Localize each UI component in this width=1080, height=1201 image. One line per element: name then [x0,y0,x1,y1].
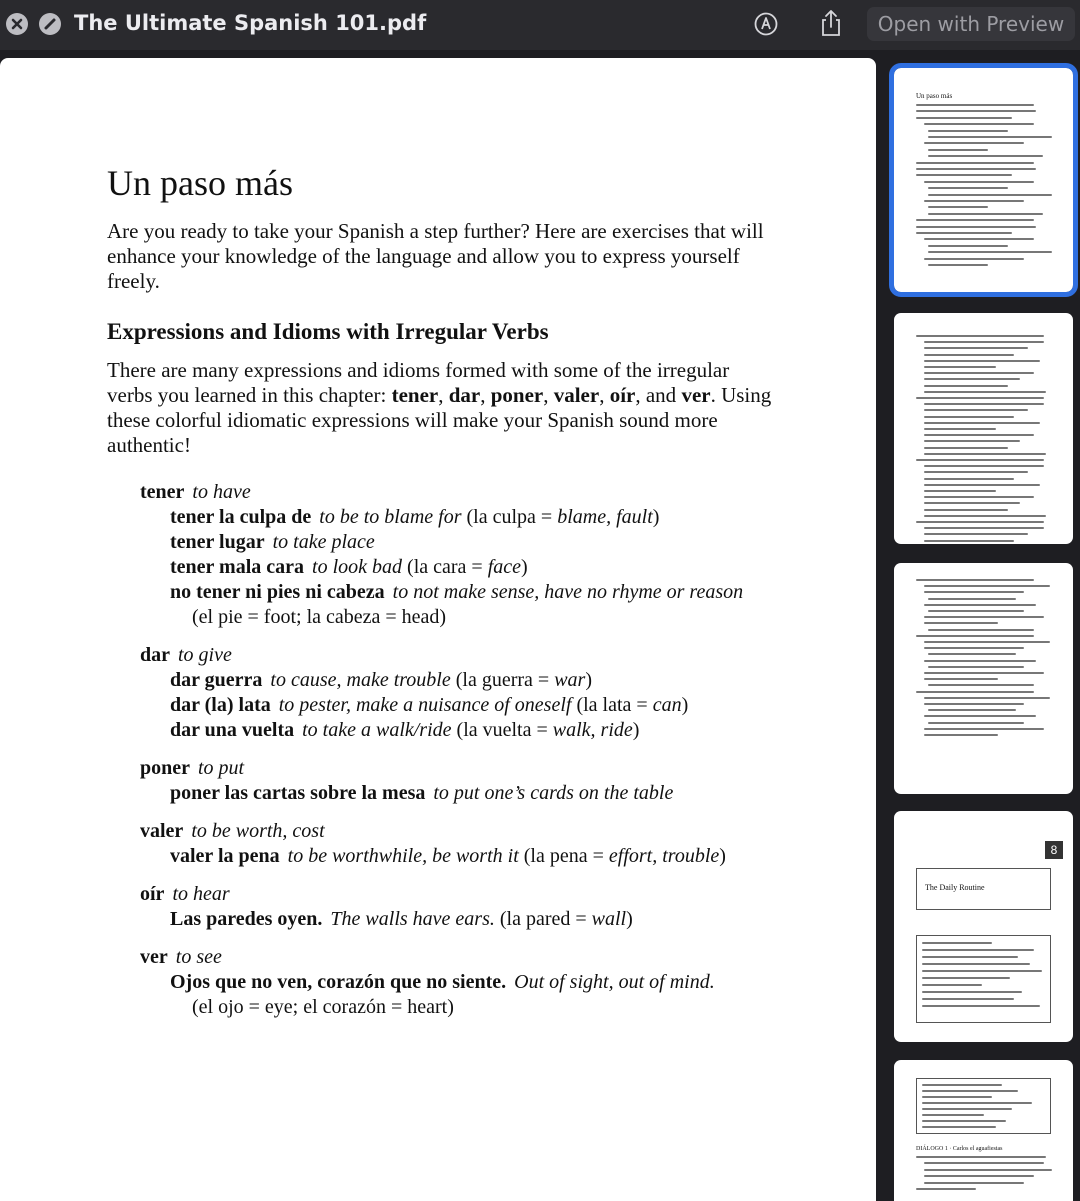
thumbnail-text-line [924,372,1034,374]
idiom-note: (la pared = [499,908,592,930]
thumbnail-text-line [924,509,1008,511]
thumbnail-text-line [924,360,1040,362]
thumbnail-text-line [924,238,1034,240]
idiom-note-end: ) [626,908,633,930]
idiom-spanish: tener mala cara [170,556,305,578]
thumbnail-text-line [928,666,1024,668]
idiom-note: (la culpa = [466,506,558,528]
thumbnail-text-line [928,709,1016,711]
thumbnail-text-line [924,422,1040,424]
verb-word: ver [140,946,168,968]
idiom-note: (la vuelta = [456,719,553,741]
thumbnail-text-line [916,232,1012,234]
thumbnail-text-line [924,416,1014,418]
thumbnail-text-line [928,187,1008,189]
thumbnail-text-line [928,629,1034,631]
thumbnail-text-line [922,1084,1002,1086]
thumbnail-text-line [924,200,1024,202]
idiom-entry [140,580,860,605]
idiom-entry [140,781,860,806]
idiom-note-meaning: blame, fault [557,506,653,528]
thumbnail-text-line [916,335,1044,337]
thumbnail-text-line [916,168,1036,170]
thumbnail-text-line [924,540,1014,542]
intro-paragraph: Are you ready to take your Spanish a step further? Here are exercises that will enhance your knowledge of the language and allow you to express yourself freely. [107,219,764,293]
thumbnail-text-line [916,110,1036,112]
thumbnail-text-line [916,397,1044,399]
dialogue-caption: DIÁLOGO 1 · Carlos el aguafiestas [916,1146,1003,1152]
page-thumbnail-2[interactable] [894,313,1073,544]
thumbnail-text-line [924,440,1020,442]
idiom-entry [140,693,860,718]
document-page[interactable] [0,58,876,1201]
close-icon[interactable] [6,13,28,35]
idiom-note-meaning: walk, ride [552,719,633,741]
thumbnail-text-line [922,1120,1006,1122]
thumbnail-text-line [922,1102,1032,1104]
thumbnail-text-line [924,604,1036,606]
verb-heading [140,945,860,970]
thumbnail-text-line [924,434,1034,436]
verb-group-oír [140,882,860,932]
verb-group-poner [140,756,860,806]
verb-heading [140,480,860,505]
thumbnail-text-line [924,484,1040,486]
section-title: Expressions and Idioms with Irregular Verbs [107,319,549,344]
idiom-spanish: Las paredes oyen. [170,908,323,930]
page-thumbnail-3[interactable] [894,563,1073,794]
thumbnail-text-line [916,1188,976,1190]
thumbnail-text-line [924,591,1024,593]
thumbnail-text-line [924,123,1034,125]
idiom-note-end: ) [681,694,689,716]
idiom-spanish: dar una vuelta [170,719,295,741]
thumbnail-text-line [922,1114,984,1116]
thumbnail-text-line [924,502,1020,504]
thumbnail-text-line [928,245,1008,247]
idiom-note-meaning: can [652,694,682,716]
page-heading: Un paso más [107,163,293,203]
thumbnail-text-line [924,478,1014,480]
thumbnail-text-line [928,251,1052,253]
thumbnail-text-line [916,579,1034,581]
idiom-spanish: valer la pena [170,845,280,867]
thumbnail-text-line [916,162,1034,164]
page-thumbnail-5[interactable] [894,1060,1073,1201]
verb-word: valer [140,820,184,842]
document-title: The Ultimate Spanish 101.pdf [74,11,427,35]
share-icon[interactable] [819,9,843,37]
idiom-english: to cause, make trouble [270,669,451,691]
thumbnail-text-line [928,206,988,208]
thumbnail-text-line [922,1090,1018,1092]
thumbnail-text-line [924,527,1044,529]
thumbnail-text-line [916,104,1034,106]
verb-word: dar [140,644,170,666]
markup-icon[interactable] [754,12,778,36]
verb-group-tener [140,480,860,630]
thumbnail-text-line [924,715,1036,717]
idiom-note: (la cara = [407,556,488,578]
section-paragraph: There are many expressions and idioms formed with some of the irregular verbs you learned in this chapter: tener, dar, poner, valer, oír, and ver. Using these colorful idiomatic expressions will make your Spanish sound more authentic! [107,358,772,457]
idiom-note-end: ) [521,556,528,578]
thumbnail-text-line [928,610,1024,612]
thumbnail-text-line [924,447,1008,449]
verb-heading [140,882,860,907]
idiom-note-end: ) [632,719,640,741]
verb-heading [140,756,860,781]
thumbnail-text-line [924,258,1024,260]
thumbnail-text-line [922,956,1018,958]
minimize-icon[interactable] [39,13,61,35]
thumbnail-text-line [924,181,1034,183]
verb-meaning: to give [178,644,232,666]
thumbnail-text-line [924,341,1044,343]
thumbnail-text-line [924,496,1034,498]
idiom-entry [140,555,860,580]
thumbnail-text-line [916,174,1012,176]
idiom-english: to take a walk/ride [302,719,452,741]
thumbnail-text-line [916,226,1036,228]
thumbnail-text-line [922,1005,1040,1007]
thumbnail-text-line [922,949,1034,951]
thumbnail-text-line [924,734,998,736]
thumbnail-text-line [924,366,996,368]
thumbnail-text-line [924,354,1014,356]
thumbnail-text-line [924,403,1044,405]
thumbnail-sidebar [884,58,1080,1201]
idiom-entry [140,844,860,869]
open-with-preview-button[interactable]: Open with Preview [867,7,1075,41]
idiom-spanish: Ojos que no ven, corazón que no siente. [170,971,507,993]
verb-heading [140,643,860,668]
thumbnail-text-line [924,622,998,624]
idiom-note-end: ) [719,845,726,867]
thumbnail-text-line [916,459,1044,461]
idiom-entry [140,530,860,555]
idiom-note-continued: (el ojo = eye; el corazón = heart) [192,996,454,1018]
idiom-english: to put one’s cards on the table [433,782,674,804]
thumbnail-text-line [924,647,1024,649]
idiom-note-end: ) [652,506,660,528]
idiom-spanish: dar guerra [170,669,263,691]
page-thumbnail-1[interactable] [894,68,1073,292]
thumbnail-text-line [928,136,1052,138]
idiom-english: The walls have ears. [330,908,495,930]
thumbnail-text-line [928,722,1024,724]
thumbnail-text-line [916,635,1034,637]
idiom-english: to be to blame for [319,506,462,528]
thumbnail-text-line [924,616,1044,618]
thumbnail-text-line [928,598,1016,600]
verb-meaning: to hear [172,883,230,905]
thumbnail-text-line [924,1169,1052,1171]
idiom-note: (la pena = [523,845,609,867]
verb-meaning: to put [198,757,245,779]
idiom-spanish: tener la culpa de [170,506,312,528]
idiom-spanish: poner las cartas sobre la mesa [170,782,426,804]
thumbnail-text-line [924,533,1028,535]
chapter-title: The Daily Routine [925,883,985,892]
thumbnail-text-line [924,490,996,492]
thumbnail-text-line [924,697,1050,699]
thumbnail-text-line [924,471,1028,473]
verb-word: tener [140,481,185,503]
thumbnail-text-line [916,117,1012,119]
thumbnail-text-line [916,521,1044,523]
thumbnail-text-line [922,1126,996,1128]
thumbnail-text-line [922,963,1030,965]
idiom-spanish: no tener ni pies ni cabeza [170,581,385,603]
idiom-note-continued: (el pie = foot; la cabeza = head) [192,606,447,628]
idiom-english: Out of sight, out of mind. [514,971,715,993]
verb-meaning: to have [192,481,251,503]
idiom-english: to take place [272,531,375,553]
thumbnail-text-line [928,149,988,151]
thumbnail-text-line [924,703,1024,705]
verb-group-ver [140,945,860,1020]
thumbnail-text-line [922,998,1014,1000]
window-titlebar [0,0,1080,50]
thumbnail-text-line [924,391,1046,393]
thumbnail-text-line [916,691,1034,693]
thumbnail-text-line [924,1182,1024,1184]
thumbnail-text-line [928,684,1034,686]
idiom-note-meaning: face [487,556,522,578]
thumbnail-text-line [924,409,1028,411]
idiom-entry [140,718,860,743]
verb-heading [140,819,860,844]
idiom-english: to pester, make a nuisance of oneself [278,694,572,716]
verb-list [140,480,860,1033]
thumbnail-text-line [924,378,1020,380]
thumbnail-text-line [928,194,1052,196]
thumbnail-text-line [924,428,996,430]
thumbnail-text-line [916,219,1034,221]
page-thumbnail-4[interactable] [894,811,1073,1042]
verb-meaning: to be worth, cost [191,820,325,842]
idiom-english: to not make sense, have no rhyme or reason [392,581,744,603]
thumbnail-text-line [922,970,1042,972]
idiom-entry [140,970,860,995]
idiom-entry [140,505,860,530]
thumbnail-text-line [928,130,1008,132]
thumbnail-text-line [922,977,1010,979]
thumbnail-text-line [924,672,1044,674]
thumbnail-text-line [924,453,1046,455]
thumbnail-text-line [924,1162,1044,1164]
thumbnail-text-line [924,641,1050,643]
idiom-note: (la lata = [576,694,653,716]
thumbnail-text-line [928,264,988,266]
thumbnail-text-line [922,984,982,986]
verb-group-valer [140,819,860,869]
thumbnail-title: Un paso más [916,92,953,100]
thumbnail-text-line [924,728,1044,730]
idiom-note-meaning: effort, trouble [608,845,720,867]
thumbnail-text-line [922,991,1022,993]
verb-meaning: to see [175,946,222,968]
thumbnail-text-line [916,1156,1046,1158]
thumbnail-text-line [922,1096,992,1098]
idiom-note-meaning: war [554,669,586,691]
thumbnail-text-line [928,213,1043,215]
thumbnail-text-line [928,653,1016,655]
thumbnail-text-line [924,385,1008,387]
idiom-english: to look bad [312,556,403,578]
idiom-entry [140,668,860,693]
thumbnail-text-line [924,1175,1034,1177]
thumbnail-text-line [922,942,992,944]
idiom-note-meaning: wall [591,908,627,930]
thumbnail-text-line [924,347,1028,349]
thumbnail-text-line [924,515,1046,517]
thumbnail-text-line [924,660,1036,662]
idiom-entry [140,907,860,932]
thumbnail-text-line [922,1108,1012,1110]
verb-word: poner [140,757,190,779]
verb-word: oír [140,883,165,905]
chapter-number-badge: 8 [1045,841,1063,859]
verb-group-dar [140,643,860,743]
thumbnail-text-line [928,155,1043,157]
idiom-english: to be worthwhile, be worth it [287,845,519,867]
thumbnail-text-line [924,142,1024,144]
thumbnail-text-line [924,678,998,680]
idiom-note-end: ) [585,669,592,691]
idiom-note: (la guerra = [455,669,555,691]
idiom-spanish: tener lugar [170,531,265,553]
thumbnail-text-line [924,585,1050,587]
idiom-spanish: dar (la) lata [170,694,271,716]
thumbnail-text-line [924,465,1044,467]
